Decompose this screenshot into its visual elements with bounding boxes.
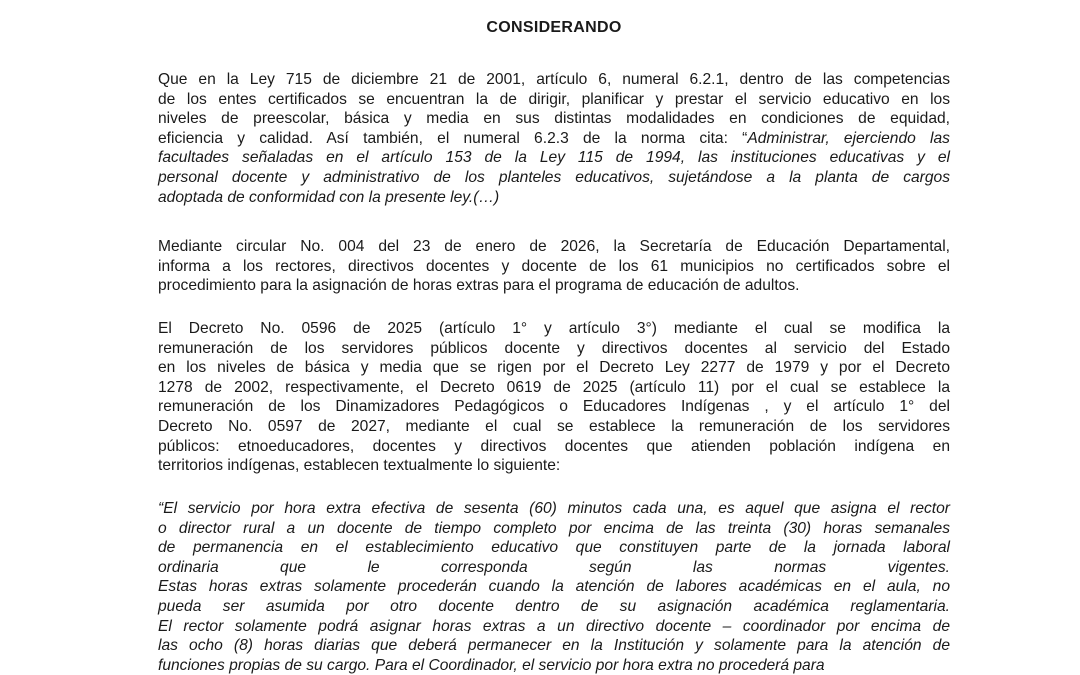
- text-line-content: públicos: etnoeducadores, docentes y directivos docentes que atienden población indígena en: [158, 437, 950, 455]
- text-line-content: “El servicio por hora extra efectiva de sesenta (60) minutos cada una, es aquel que asigna el rector: [158, 500, 950, 517]
- text-line: [158, 538, 950, 558]
- paragraph-circular-004: [158, 237, 950, 296]
- text-line-content: 1278 de 2002, respectivamente, el Decreto 0619 de 2025 (artículo 11) por el cual se establece la: [158, 378, 950, 396]
- text-line: [158, 319, 950, 339]
- text-line-content: remuneración de los servidores públicos docente y directivos docentes al servicio del Estado: [158, 339, 950, 357]
- text-line: [158, 378, 950, 398]
- text-line: [158, 456, 950, 476]
- text-line-content: procedimiento para la asignación de horas extras para el programa de educación de adultos.: [158, 277, 800, 295]
- text-line-content: Decreto No. 0597 de 2027, mediante el cual se establece la remuneración de los servidores: [158, 417, 950, 435]
- text-line: [158, 417, 950, 437]
- text-line-content: personal docente y administrativo de los planteles educativos, sujetándose a la planta de cargos: [158, 168, 950, 186]
- text-line: [158, 70, 950, 90]
- text-line: [158, 597, 950, 617]
- text-line-content: territorios indígenas, establecen textualmente lo siguiente:: [158, 457, 561, 475]
- text-line-content: Estas horas extras solamente procederán cuando la atención de labores académicas en el aula, no: [158, 578, 950, 596]
- text-line: [158, 558, 950, 578]
- text-line: [158, 129, 950, 149]
- text-line-content: niveles de preescolar, básica y media en sus distintas modalidades en condiciones de equidad,: [158, 110, 950, 128]
- text-line: [158, 339, 950, 359]
- text-line: [158, 257, 950, 277]
- text-line: [158, 358, 950, 378]
- text-line-italic-tail: Administrar, ejerciendo las: [747, 129, 950, 147]
- paragraph-quoted-text: [158, 499, 950, 675]
- text-line: [158, 636, 950, 656]
- text-line: [158, 617, 950, 637]
- text-line-content: El rector solamente podrá asignar horas extras a un directivo docente – coordinador por encima de: [158, 617, 950, 635]
- text-line-content: de los entes certificados se encuentran la de dirigir, planificar y prestar el servicio educativo en los: [158, 90, 950, 108]
- text-line-content: funciones propias de su cargo. Para el Coordinador, el servicio por hora extra no procederá para: [158, 656, 825, 674]
- text-line-content: Que en la Ley 715 de diciembre 21 de 2001, artículo 6, numeral 6.2.1, dentro de las competencias: [158, 71, 950, 88]
- text-line: [158, 188, 950, 208]
- text-line: [158, 109, 950, 129]
- text-line-content: o director rural a un docente de tiempo completo por encima de las treinta (30) horas semanales: [158, 519, 950, 537]
- text-line: [158, 437, 950, 457]
- text-line-content: en los niveles de básica y media que se rigen por el Decreto Ley 2277 de 1979 y por el Decreto: [158, 359, 950, 377]
- text-line: [158, 90, 950, 110]
- text-line-content: adoptada de conformidad con la presente ley.(…): [158, 188, 500, 206]
- text-line-content: remuneración de los Dinamizadores Pedagógicos o Educadores Indígenas , y el artículo 1° del: [158, 398, 950, 416]
- text-line-content: pueda ser asumida por otro docente dentro de su asignación académica reglamentaria.: [158, 597, 950, 615]
- text-line-content: eficiencia y calidad. Así también, el numeral 6.2.3 de la norma cita: “: [158, 129, 748, 147]
- text-line-content: ordinaria que le corresponda según las normas vigentes.: [158, 558, 950, 576]
- text-line-content: informa a los rectores, directivos docentes y docente de los 61 municipios no certificados sobre el: [158, 257, 950, 275]
- text-line: [158, 656, 950, 675]
- text-line: [158, 276, 950, 296]
- text-line-content: de permanencia en el establecimiento educativo que constituyen parte de la jornada laboral: [158, 539, 950, 557]
- text-line: [158, 577, 950, 597]
- text-line-content: Mediante circular No. 004 del 23 de enero de 2026, la Secretaría de Educación Departamental,: [158, 238, 950, 255]
- text-line: [158, 237, 950, 257]
- text-line-content: El Decreto No. 0596 de 2025 (artículo 1° y artículo 3°) mediante el cual se modifica la: [158, 320, 950, 337]
- section-heading: CONSIDERANDO: [486, 19, 622, 36]
- text-line-content: facultades señaladas en el artículo 153 de la Ley 115 de 1994, las instituciones educativas y el: [158, 149, 950, 167]
- text-line: [158, 499, 950, 519]
- text-line: [158, 397, 950, 417]
- paragraph-law-715: [158, 70, 950, 207]
- text-line: [158, 168, 950, 188]
- text-line-content: las ocho (8) horas diarias que deberá permanecer en la Institución y solamente para la atención de: [158, 637, 950, 655]
- text-line: [158, 148, 950, 168]
- text-line: [158, 519, 950, 539]
- paragraph-decreto-0596: [158, 319, 950, 476]
